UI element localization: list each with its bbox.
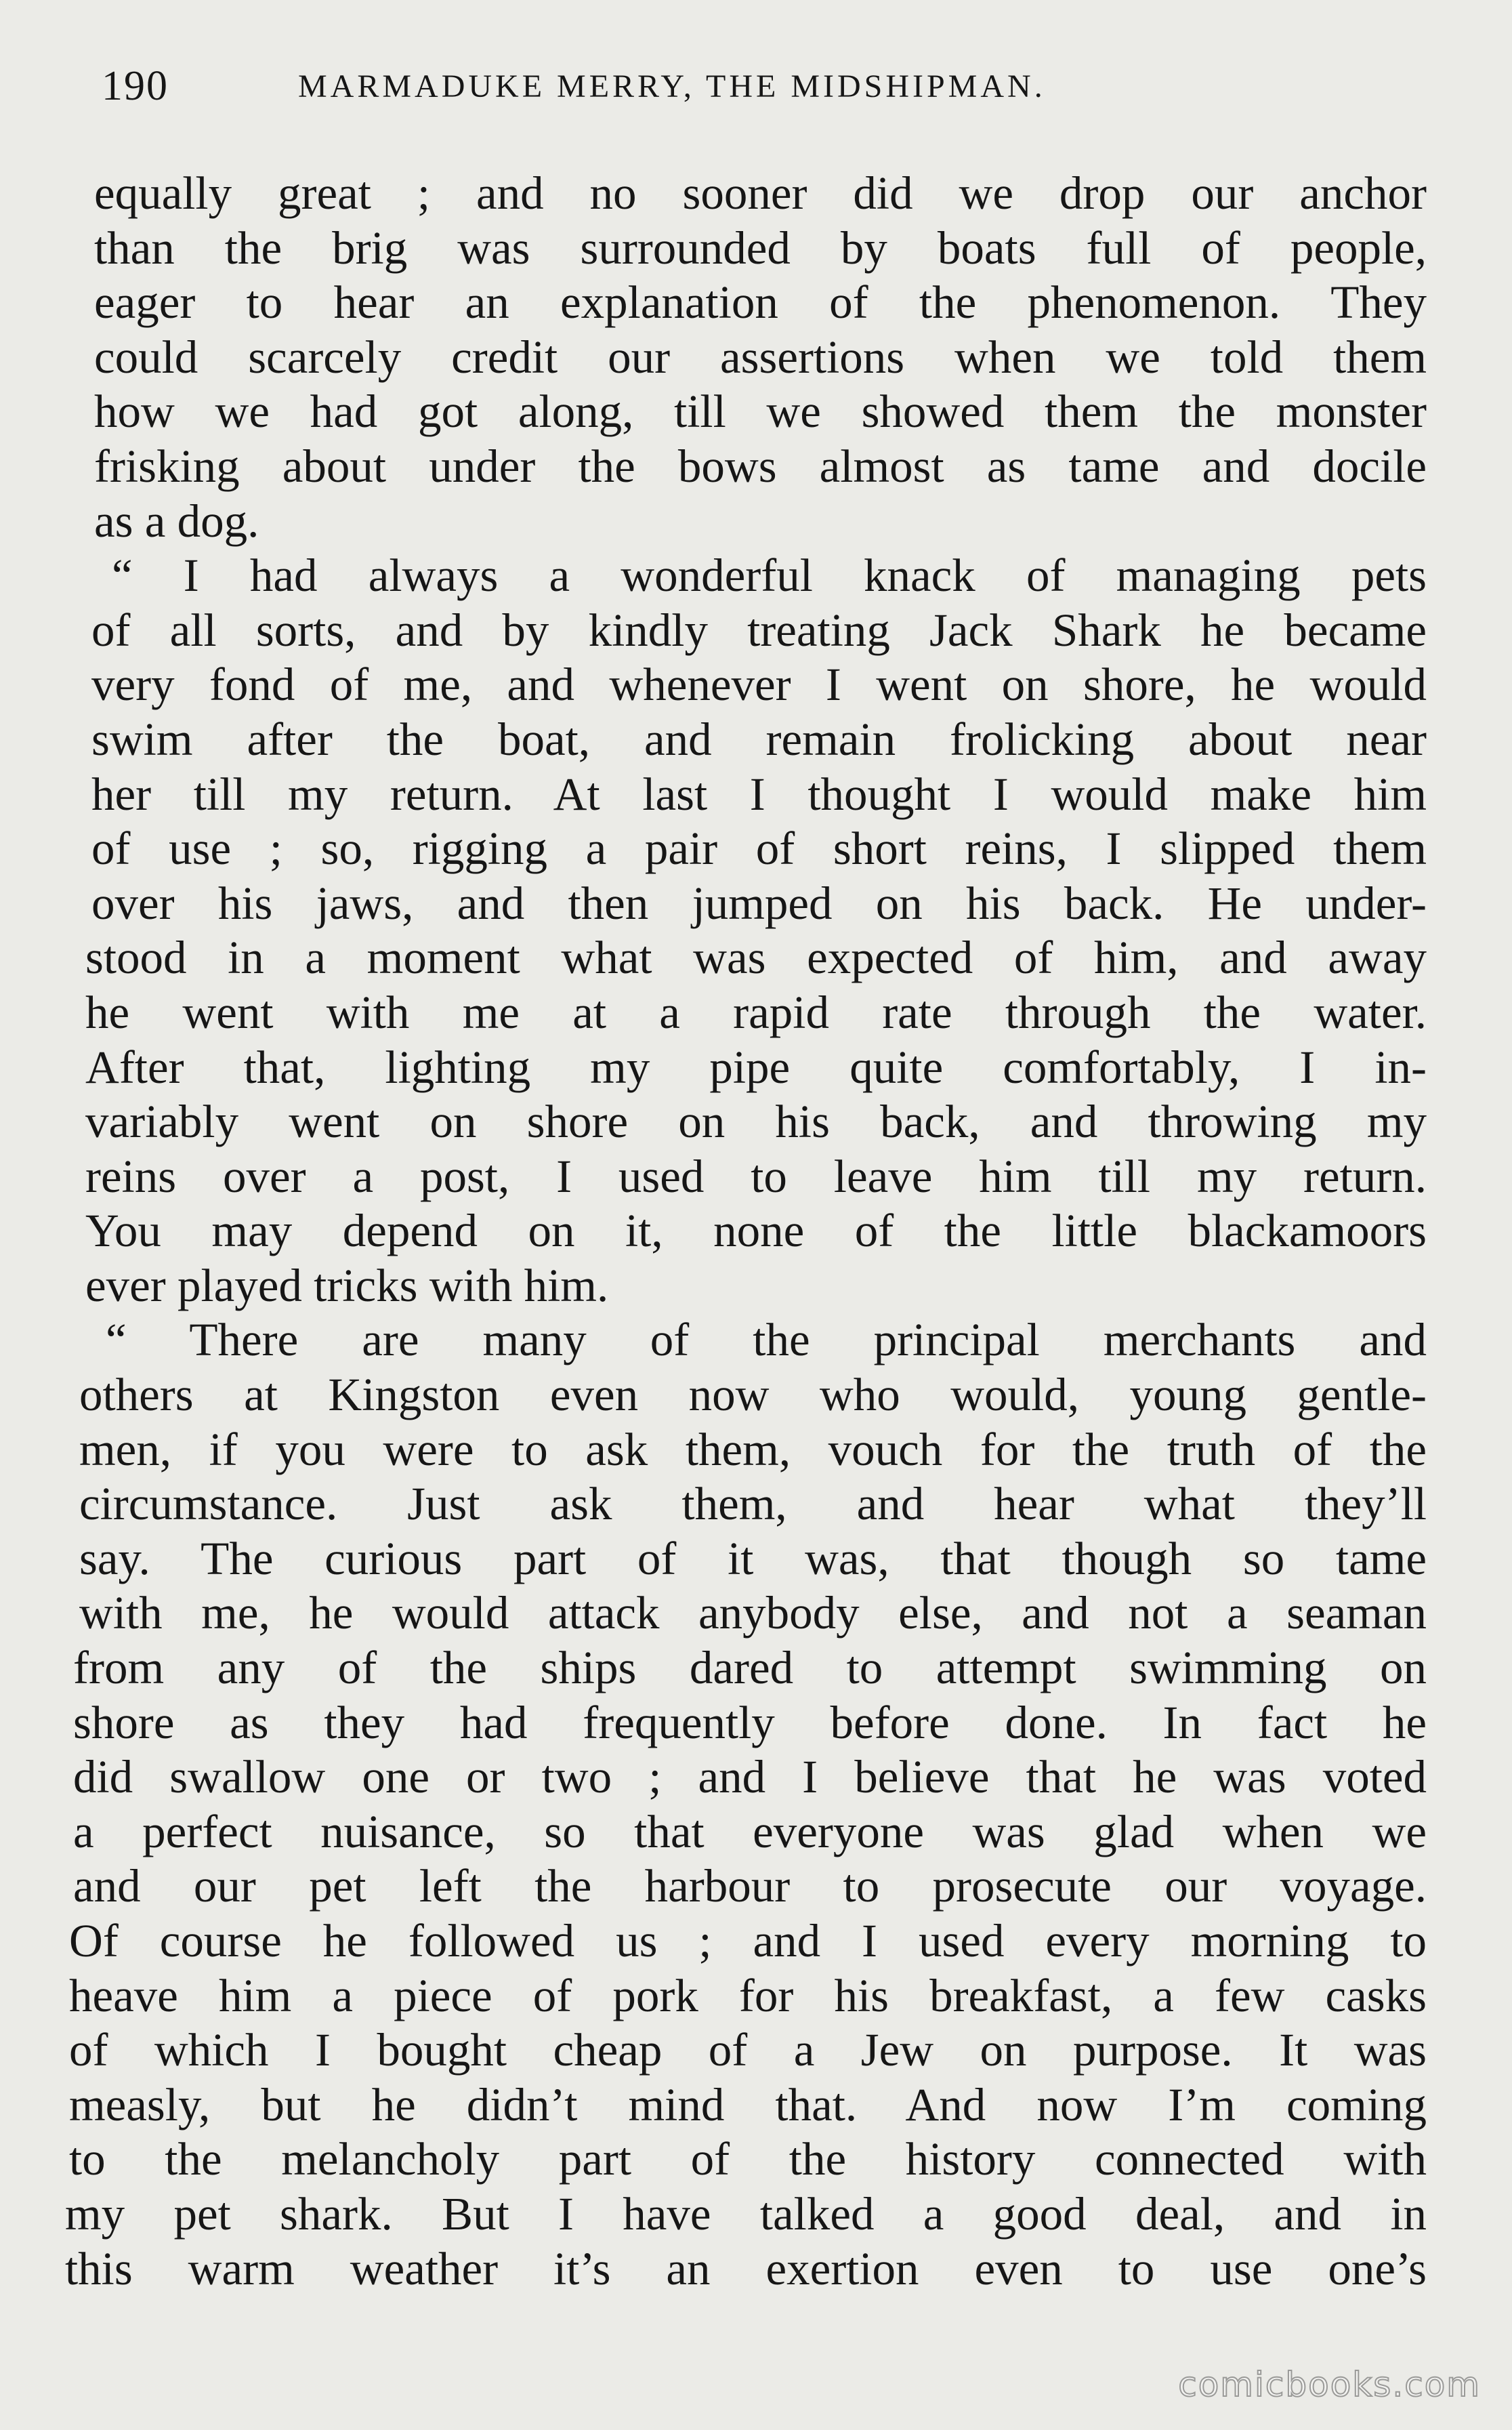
text-line: heave him a piece of pork for his breakfast, a few casks bbox=[69, 1969, 1427, 2021]
text-line: men, if you were to ask them, vouch for the truth of the bbox=[79, 1423, 1427, 1475]
text-line: as a dog. bbox=[94, 495, 259, 547]
page-number: 190 bbox=[102, 63, 169, 109]
text-line: and our pet left the harbour to prosecute our voyage. bbox=[73, 1860, 1427, 1912]
text-line: others at Kingston even now who would, young gentle- bbox=[79, 1369, 1427, 1421]
text-line: stood in a moment what was expected of him, and away bbox=[85, 932, 1427, 984]
body-text bbox=[65, 166, 1447, 2296]
text-line: over his jaws, and then jumped on his back. He under- bbox=[91, 877, 1427, 929]
text-line: measly, but he didn’t mind that. And now I’m coming bbox=[69, 2078, 1427, 2130]
text-line: “ There are many of the principal merchants and bbox=[106, 1314, 1427, 1366]
text-line: a perfect nuisance, so that everyone was glad when we bbox=[73, 1805, 1427, 1857]
page-header bbox=[102, 56, 1429, 117]
text-line: frisking about under the bows almost as tame and docile bbox=[94, 440, 1427, 492]
text-line: variably went on shore on his back, and throwing my bbox=[85, 1096, 1427, 1148]
watermark: comicbooks.com bbox=[1178, 2365, 1481, 2404]
text-line: circumstance. Just ask them, and hear what they’ll bbox=[79, 1478, 1427, 1530]
text-line: swim after the boat, and remain frolicking about near bbox=[91, 713, 1427, 765]
text-line: reins over a post, I used to leave him till my return. bbox=[85, 1150, 1427, 1202]
text-line: from any of the ships dared to attempt swimming on bbox=[73, 1642, 1427, 1694]
text-line: Of course he followed us ; and I used every morning to bbox=[69, 1915, 1427, 1966]
text-line: her till my return. At last I thought I would make him bbox=[91, 768, 1427, 820]
text-line: to the melancholy part of the history connected with bbox=[69, 2133, 1427, 2185]
text-line: than the brig was surrounded by boats full of people, bbox=[94, 222, 1427, 274]
text-line: could scarcely credit our assertions when we told them bbox=[94, 331, 1427, 383]
text-line: very fond of me, and whenever I went on shore, he would bbox=[91, 659, 1427, 711]
text-line: this warm weather it’s an exertion even to use one’s bbox=[65, 2242, 1427, 2294]
text-line: eager to hear an explanation of the phenomenon. They bbox=[94, 276, 1427, 329]
text-line: After that, lighting my pipe quite comfortably, I in- bbox=[85, 1041, 1427, 1093]
text-line: equally great ; and no sooner did we drop our anchor bbox=[94, 167, 1427, 219]
text-line: say. The curious part of it was, that though so tame bbox=[79, 1532, 1427, 1584]
text-line: he went with me at a rapid rate through the water. bbox=[85, 986, 1427, 1038]
text-line: of all sorts, and by kindly treating Jack Shark he became bbox=[91, 604, 1427, 656]
running-title: MARMADUKE MERRY, THE MIDSHIPMAN. bbox=[298, 68, 1046, 104]
text-line: of use ; so, rigging a pair of short reins, I slipped them bbox=[91, 823, 1427, 875]
text-line: how we had got along, till we showed them the monster bbox=[94, 386, 1427, 438]
text-line: did swallow one or two ; and I believe that he was voted bbox=[73, 1751, 1427, 1803]
text-line: my pet shark. But I have talked a good deal, and in bbox=[65, 2187, 1427, 2240]
text-line: “ I had always a wonderful knack of managing pets bbox=[112, 550, 1427, 602]
text-line: ever played tricks with him. bbox=[85, 1259, 609, 1311]
text-line: You may depend on it, none of the little blackamoors bbox=[85, 1205, 1427, 1257]
text-line: shore as they had frequently before done. In fact he bbox=[73, 1696, 1427, 1748]
text-line: with me, he would attack anybody else, and not a seaman bbox=[79, 1587, 1427, 1639]
text-line: of which I bought cheap of a Jew on purpose. It was bbox=[69, 2024, 1427, 2076]
